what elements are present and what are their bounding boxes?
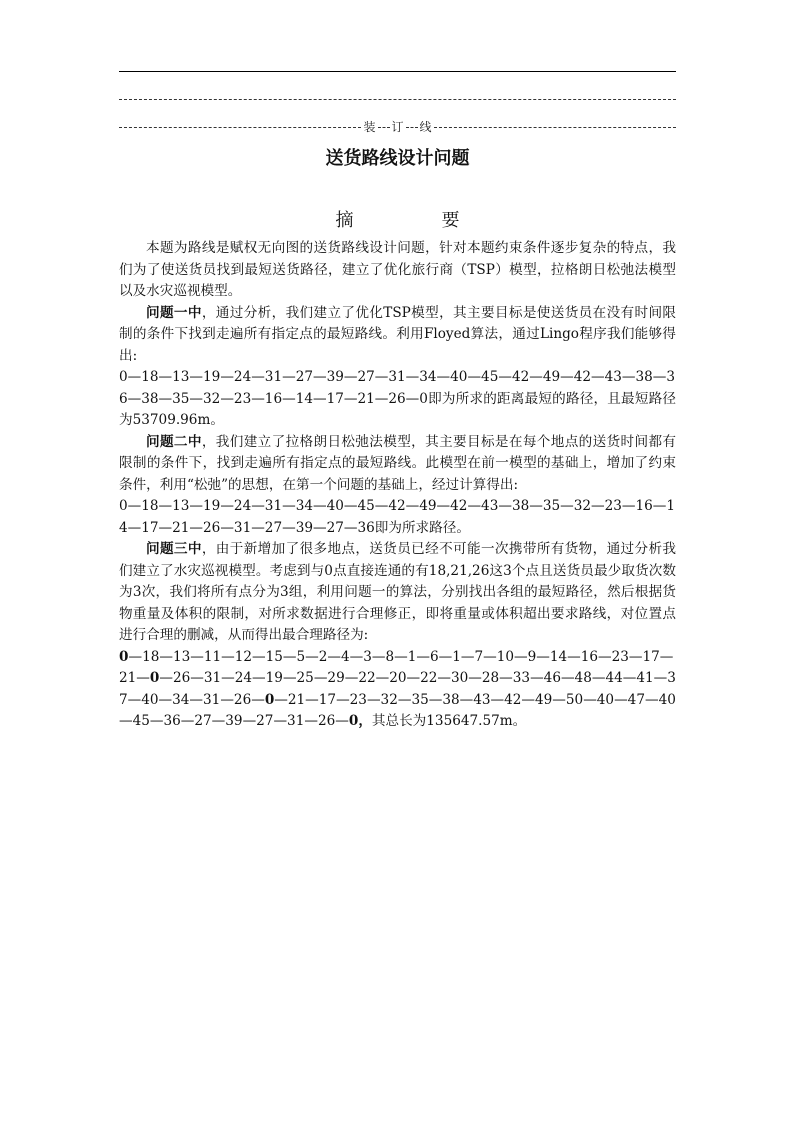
binding-line xyxy=(119,120,676,134)
q2-paragraph xyxy=(119,432,676,497)
binding-dash-right xyxy=(434,127,676,128)
binding-char-1: 装 xyxy=(363,120,376,134)
q2-route: 0—18—13—19—24—31—34—40—45—42—49—42—43—38—35—32—23—16—14—17—21—26—31—27—39—27—36 xyxy=(119,498,676,536)
q3-label: 问题三中 xyxy=(146,541,202,557)
q3-route-depot-4: 0 xyxy=(348,713,359,729)
q2-text: ，我们建立了拉格朗日松弛法模型，其主要目标是在每个地点的送货时间都有限制的条件下，找到走遍所有指定点的最短路线。此模型在前一模型的基础上，增加了约束条件，利用“松弛”的思想，在第一个问题的基础上，经过计算得出: xyxy=(119,433,676,493)
q1-route: 0—18—13—19—24—31—27—39—27—31—34—40—45—42—49—42—43—38—36—38—35—32—23—16—14—17—21—26—0 xyxy=(119,369,676,407)
abstract-heading-char-2: 要 xyxy=(441,210,460,231)
binding-dash-left xyxy=(119,127,361,128)
abstract-heading xyxy=(119,208,676,234)
q3-route-part-1: —18—13—11—12—15—5—2—4—3—8—1—6—1—7—10—9—14—16—23—17—21— xyxy=(119,648,674,686)
q3-route-paragraph xyxy=(119,647,676,733)
abstract-body xyxy=(119,238,676,733)
binding-dash-mid-2 xyxy=(406,127,418,128)
binding-char-3: 线 xyxy=(419,120,432,134)
q3-route-part-3: —21—17—23—32—35—38—43—42—49—50—40—47—40—45—36—27—39—27—31—26— xyxy=(119,691,676,729)
page-title: 送货路线设计问题 xyxy=(325,148,470,169)
q3-route-depot-2: 0 xyxy=(149,670,160,686)
q1-result: 即为所求的距离最短的路径，且最短路径为53709.96m。 xyxy=(119,390,676,428)
q1-label: 问题一中 xyxy=(146,304,202,321)
intro-paragraph: 本题为路线是赋权无向图的送货路线设计问题，针对本题约束条件逐步复杂的特点，我们为了使送货员找到最短送货路径，建立了优化旅行商（TSP）模型，拉格朗日松弛法模型以及水灾巡视模型。 xyxy=(119,240,676,299)
q3-route-depot-3: 0 xyxy=(264,691,275,708)
q1-route-paragraph xyxy=(119,367,676,432)
binding-char-2: 订 xyxy=(391,120,404,134)
q3-route-depot-1: 0 xyxy=(119,648,129,665)
q3-paragraph xyxy=(119,539,676,647)
dashed-line-upper xyxy=(119,99,676,100)
header-rule xyxy=(119,71,676,72)
q2-label: 问题二中 xyxy=(146,433,202,450)
q1-text: ，通过分析，我们建立了优化TSP模型，其主要目标是使送货员在没有时间限制的条件下找到走遍所有指定点的最短路线。利用Floyed算法，通过Lingo程序我们能够得出: xyxy=(119,304,677,364)
q3-text: ，由于新增加了很多地点，送货员已经不可能一次携带所有货物，通过分析我们建立了水灾巡视模型。考虑到与0点直接连通的有18,21,26这3个点且送货员最少取货次数为3次，我们将所有点分为3组，利用问题一的算法，分别找出各组的最短路径，然后根据货物重量及体积的限制，对所求数据进行合理修正，即将重量或体积超出要求路线，对位置点进行合理的删减，从而得出最合理路径为: xyxy=(119,541,676,643)
q3-result: 其总长为135647.57m。 xyxy=(371,713,527,729)
q3-route-part-2: —26—31—24—19—25—29—22—20—22—30—28—33—46—48—44—41—37—40—34—31—26— xyxy=(119,670,676,708)
abstract-heading-char-1: 摘 xyxy=(335,210,354,231)
q3-route-comma: ， xyxy=(358,713,372,729)
binding-dash-mid-1 xyxy=(378,127,390,128)
q1-paragraph xyxy=(119,303,676,368)
q2-result: 即为所求路径。 xyxy=(374,519,470,536)
q2-route-paragraph xyxy=(119,496,676,539)
